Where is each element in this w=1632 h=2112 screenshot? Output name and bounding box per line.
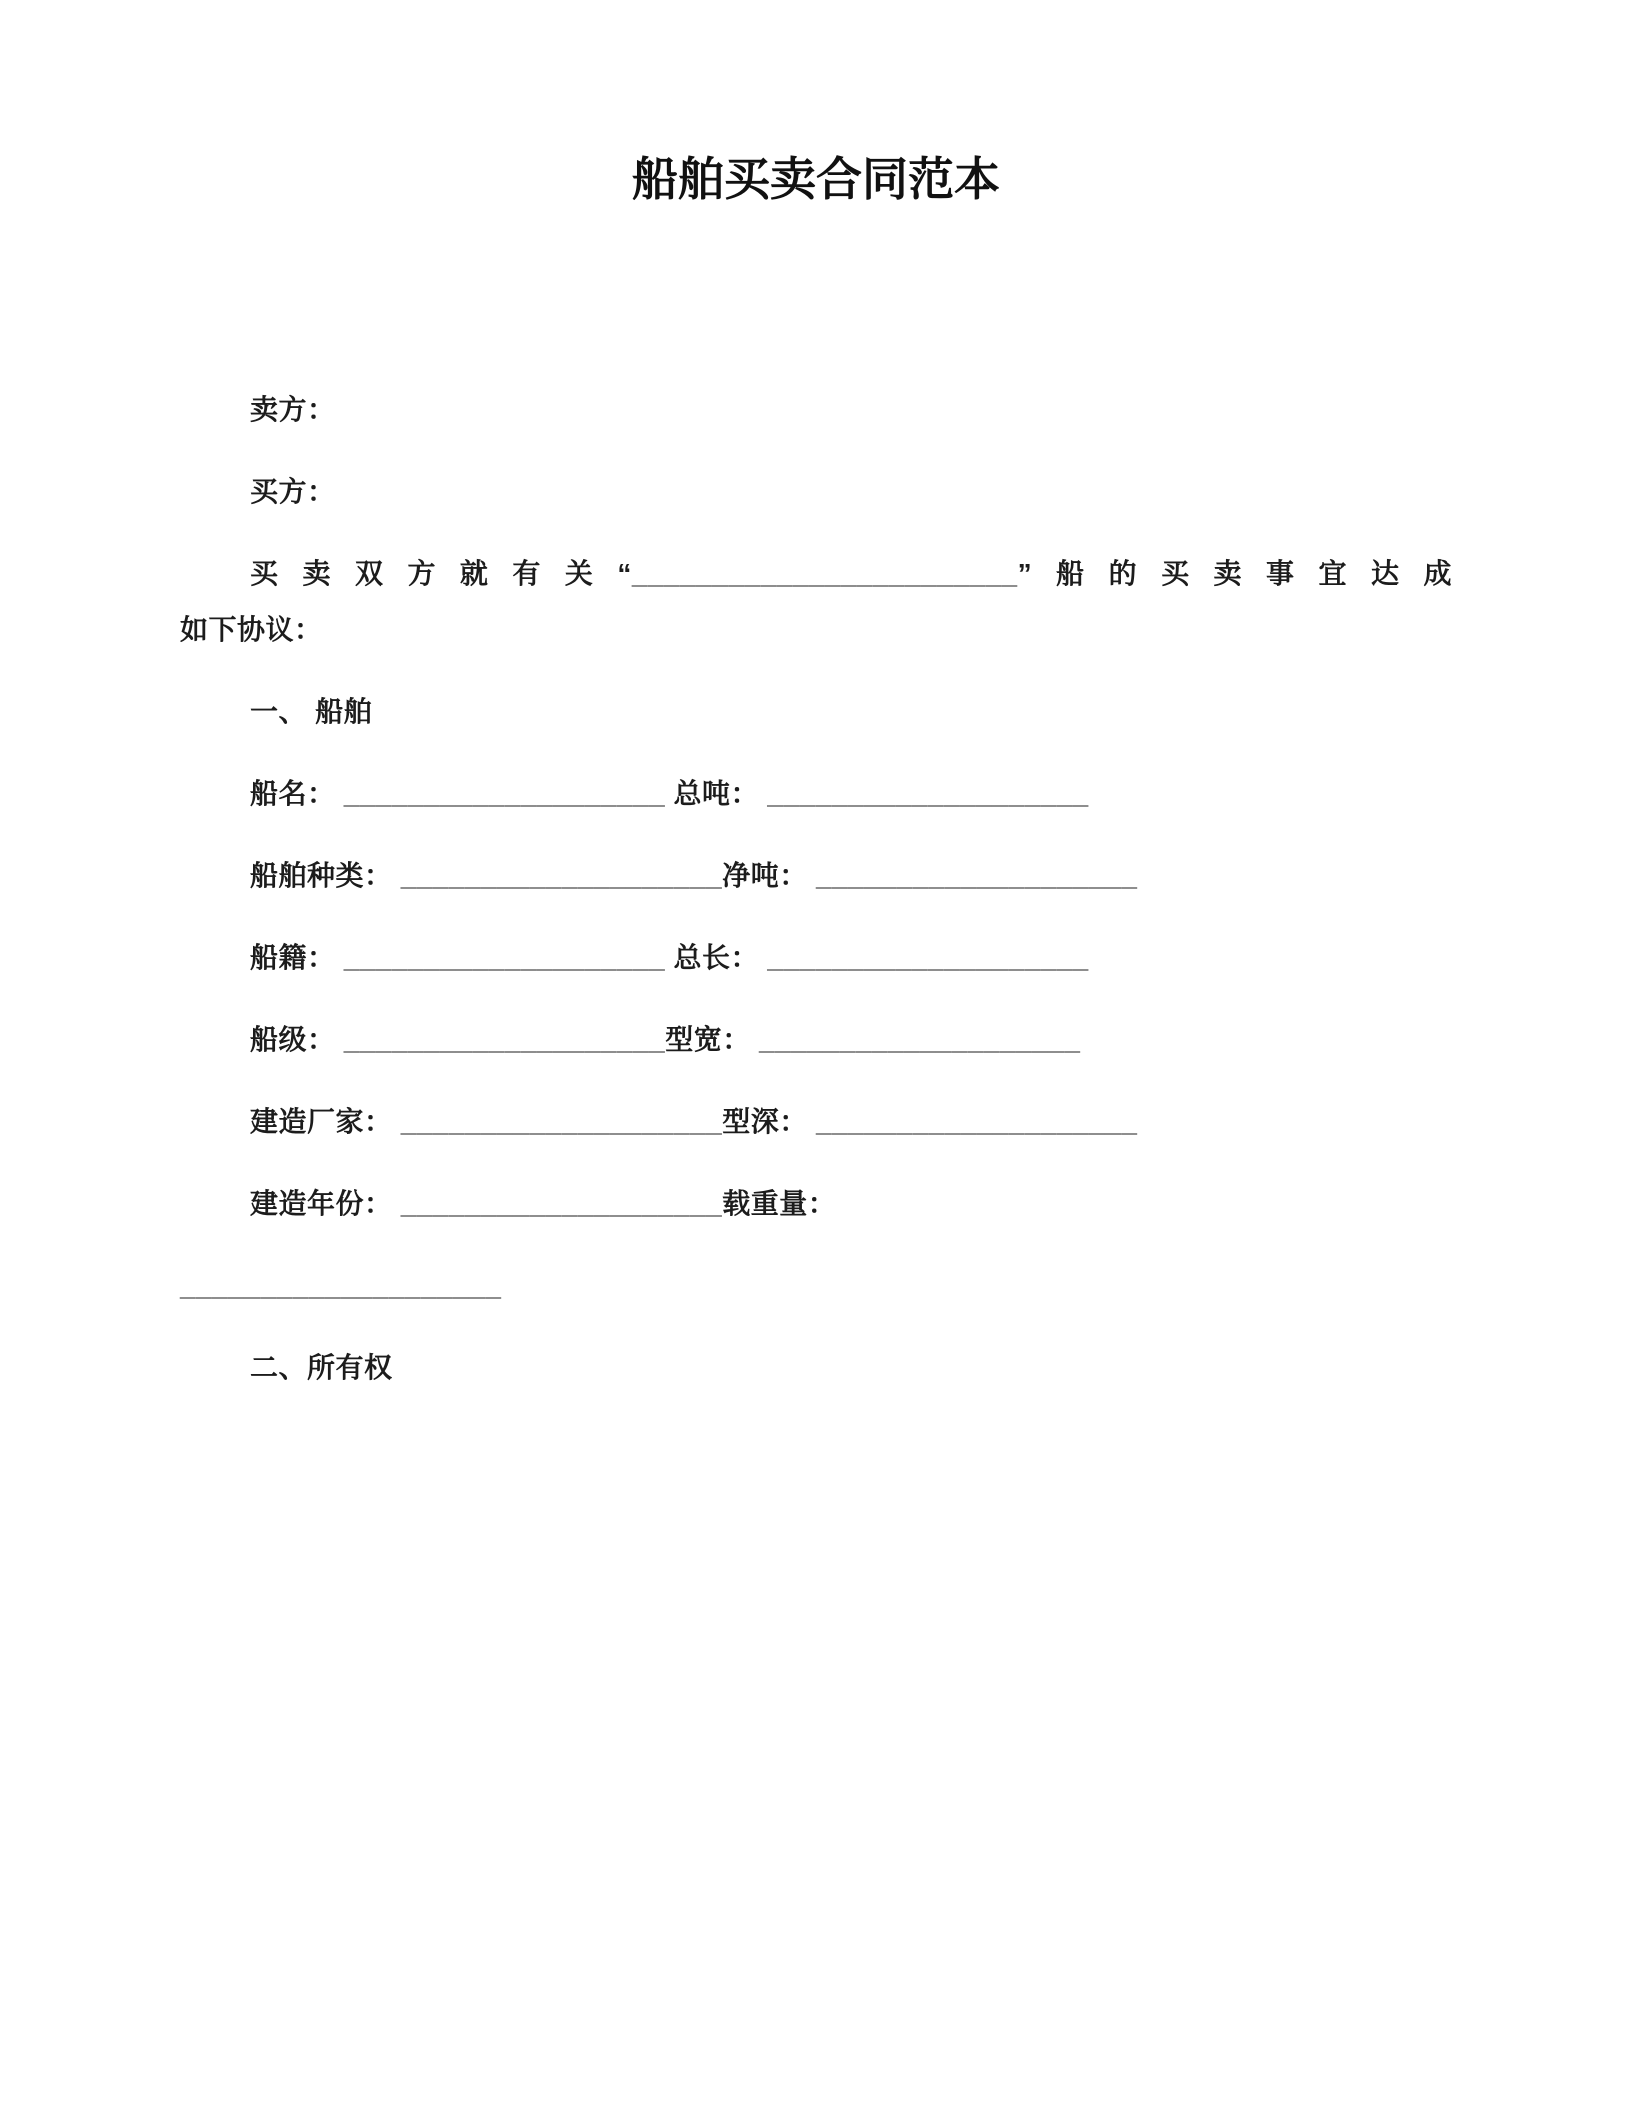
seller-line: 卖方： bbox=[250, 394, 336, 425]
section-2-heading: 二、所有权 bbox=[250, 1352, 393, 1383]
field-builder-depth: 建造厂家： ____________________型深： ____________________ bbox=[250, 1106, 1138, 1137]
buyer-line: 买方： bbox=[250, 476, 336, 507]
intro-line-2: 如下协议： bbox=[180, 614, 323, 645]
field-build-year-deadweight: 建造年份： ____________________载重量： bbox=[250, 1188, 837, 1219]
field-registry-length: 船籍： ____________________ 总长： ____________________ bbox=[250, 942, 1089, 973]
intro-line-1: 买卖双方就有关“________________________”船的买卖事宜达成 bbox=[250, 558, 1452, 589]
field-ship-type-net-tonnage: 船舶种类： ____________________净吨： ____________________ bbox=[250, 860, 1138, 891]
deadweight-blank-line: ____________________ bbox=[180, 1270, 502, 1301]
section-1-heading: 一、 船舶 bbox=[250, 696, 373, 727]
field-ship-name-gross-tonnage: 船名： ____________________ 总吨： ____________________ bbox=[250, 778, 1089, 809]
field-class-breadth: 船级： ____________________型宽： ____________________ bbox=[250, 1024, 1081, 1055]
document-title: 船舶买卖合同范本 bbox=[632, 153, 1000, 205]
